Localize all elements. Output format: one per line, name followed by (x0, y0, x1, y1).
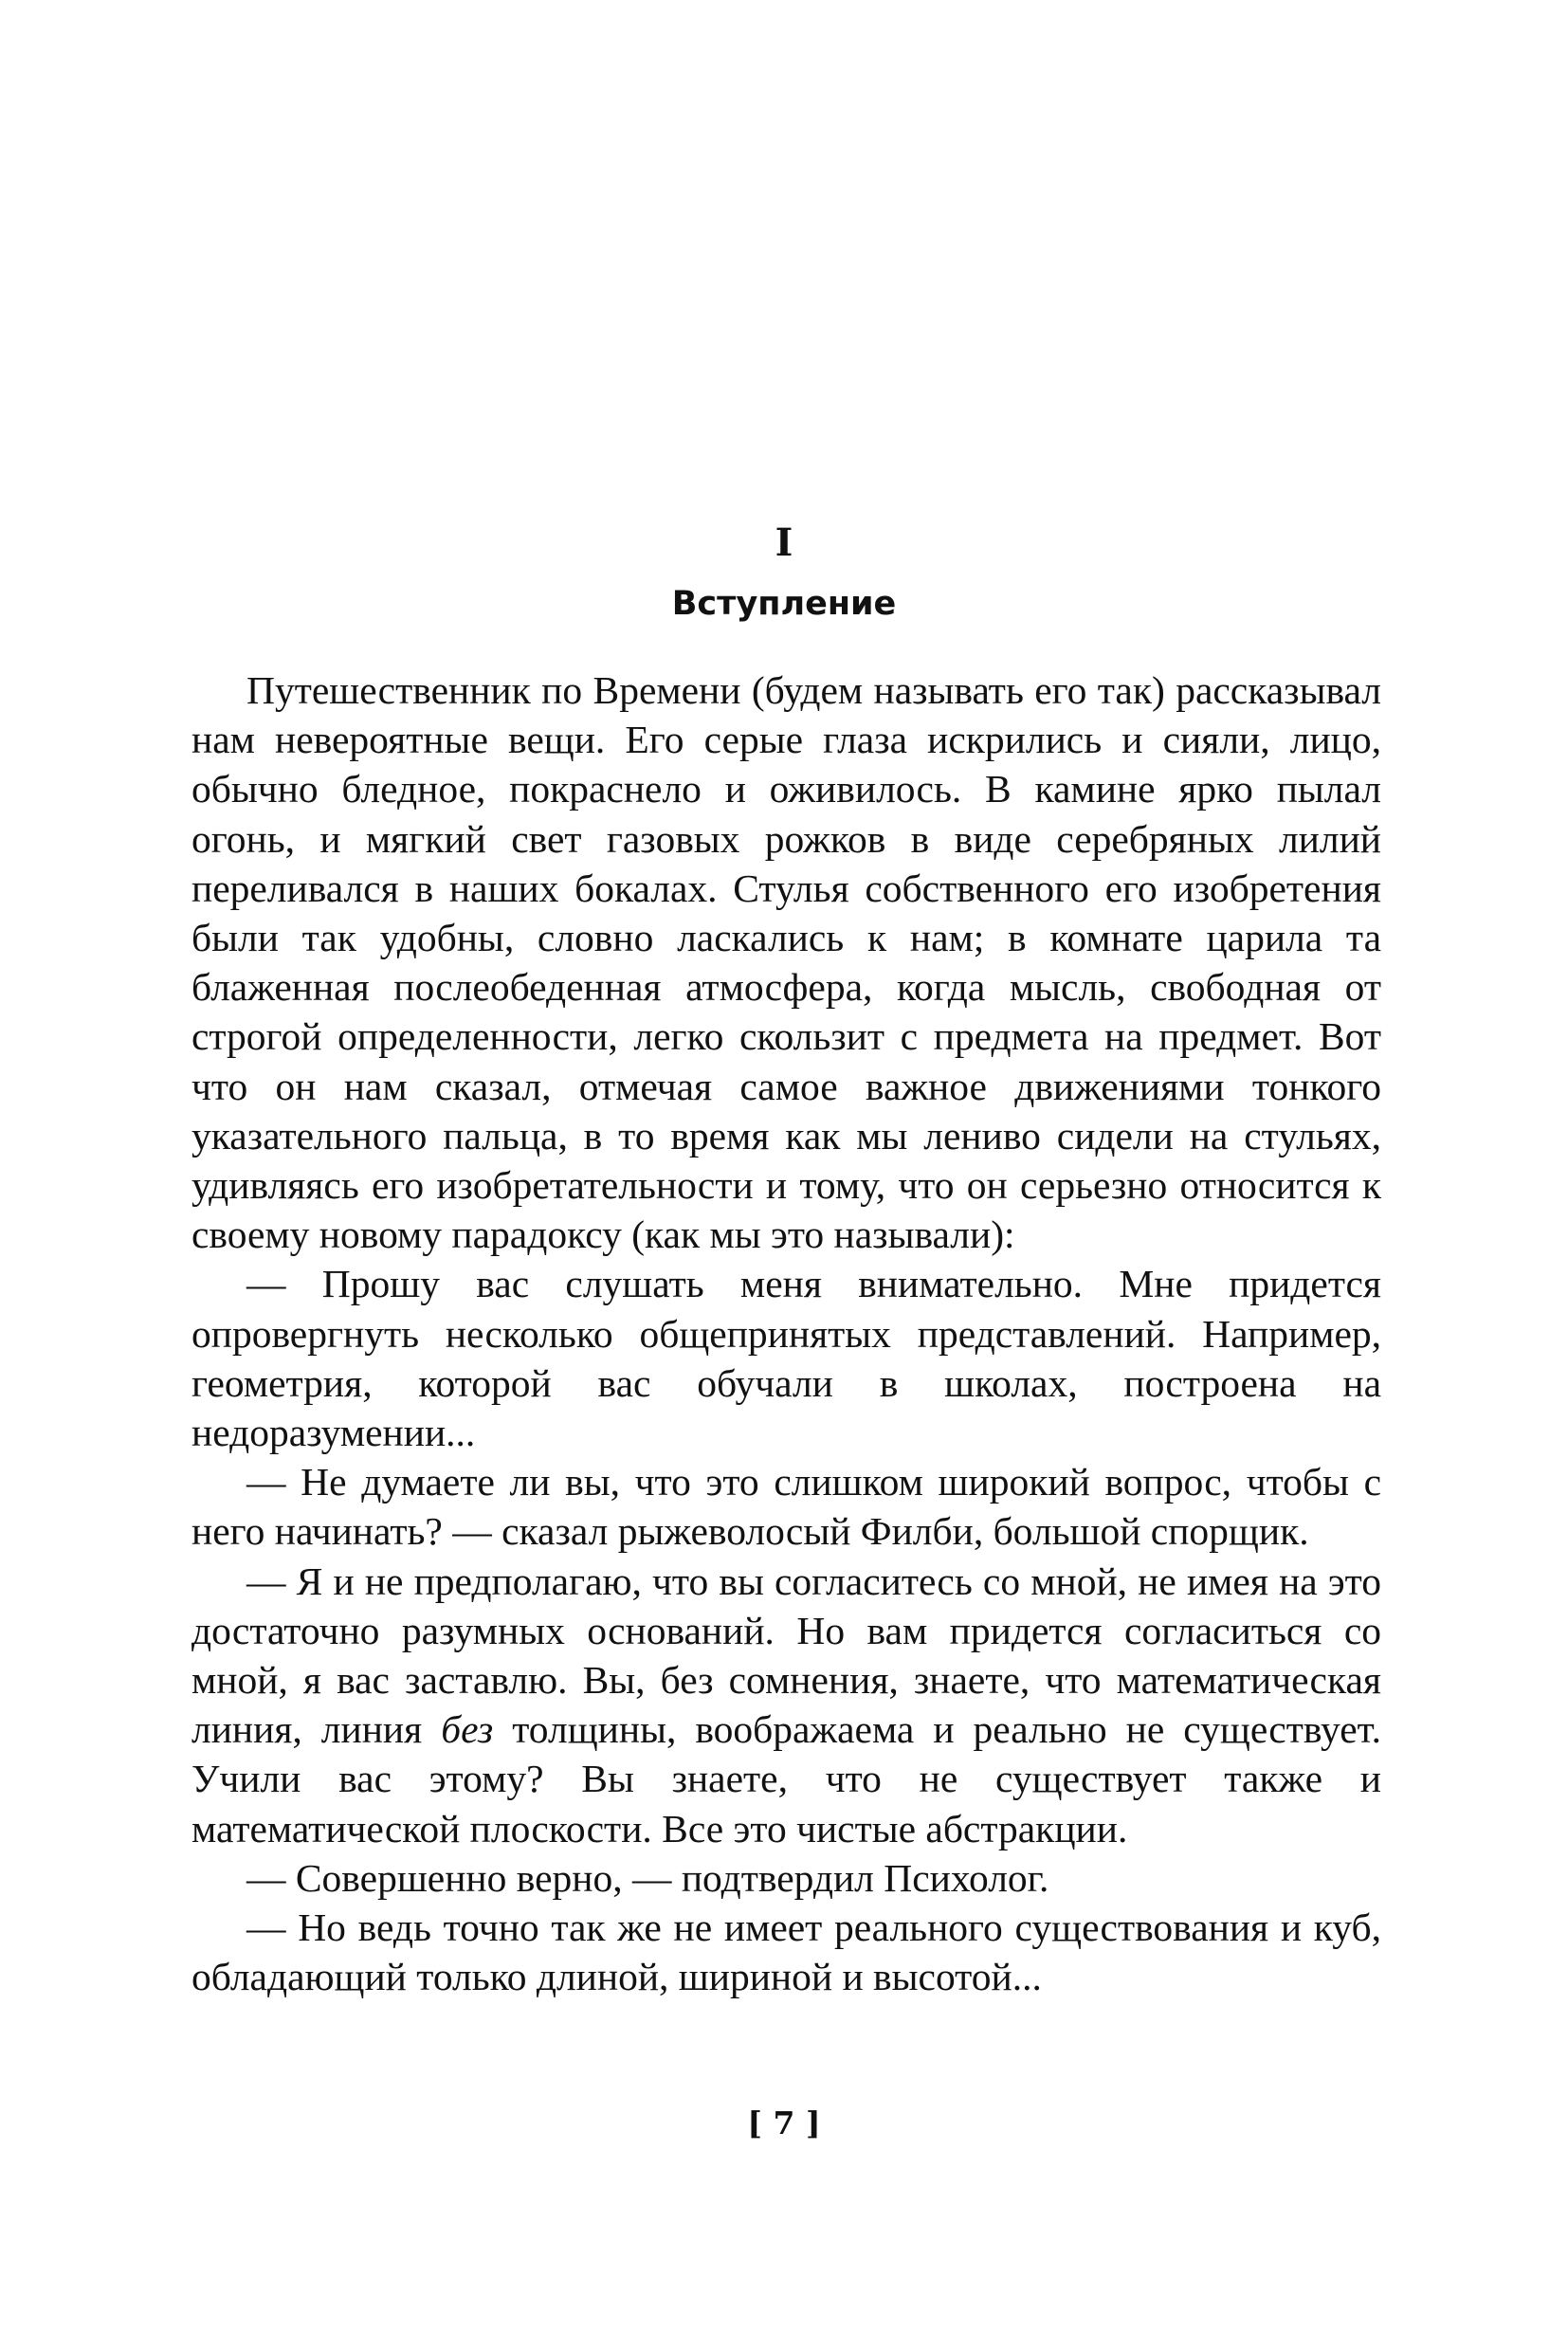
paragraph-dialogue (191, 1557, 1381, 1853)
chapter-title: Вступление (671, 585, 897, 623)
paragraph-dialogue: — Но ведь точно так же не имеет реального существования и куб, обладающий только длиной, шириной и высотой... (191, 1905, 1381, 1999)
emphasized-word: без (441, 1707, 494, 1752)
page-number: [ 7 ] (747, 2105, 821, 2142)
paragraph-dialogue: — Совершенно верно, — подтвердил Психолог. (246, 1855, 1049, 1900)
paragraph-text: — Я и не предполагаю, что вы согласитесь со мной, не имея на это достаточно разумных оснований. Но вам придется согласиться со мной, я вас заставлю. Вы, без сомнения, знаете, что математическая линия, линия (191, 1559, 1381, 1752)
chapter-body (191, 665, 1381, 2001)
paragraph-dialogue: — Не думаете ли вы, что это слишком широкий вопрос, чтобы с него начинать? — сказал рыжеволосый Филби, большой спорщик. (191, 1460, 1381, 1554)
paragraph-text: толщины, воображаема и реально не существует. Учили вас этому? Вы знаете, что не существует также и математической плоскости. Все это чистые абстракции. (191, 1707, 1382, 1851)
paragraph-dialogue: — Прошу вас слушать меня внимательно. Мне придется опровергнуть несколько общепринятых представлений. Например, геометрия, которой вас обучали в школах, построена на недоразумении... (191, 1262, 1381, 1455)
chapter-number: I (775, 520, 793, 565)
paragraph-intro: Путешественник по Времени (будем называть его так) рассказывал нам невероятные вещи. Его серые глаза искрились и сияли, лицо, обычно бледное, покраснело и оживилось. В камине ярко пылал огонь, и мягкий свет газовых рожков в виде серебряных лилий переливался в наших бокалах. Стулья собственного его изобретения были так удобны, словно ласкались к нам; в комнате царила та блаженная послеобеденная атмосфера, когда мысль, свободная от строгой определенности, легко скользит с предмета на предмет. Вот что он нам сказал, отмечая самое важное движениями тонкого указательного пальца, в то время как мы лениво сидели на стульях, удивляясь его изобретательности и тому, что он серьезно относится к своему новому парадоксу (как мы это называли): (191, 668, 1381, 1257)
